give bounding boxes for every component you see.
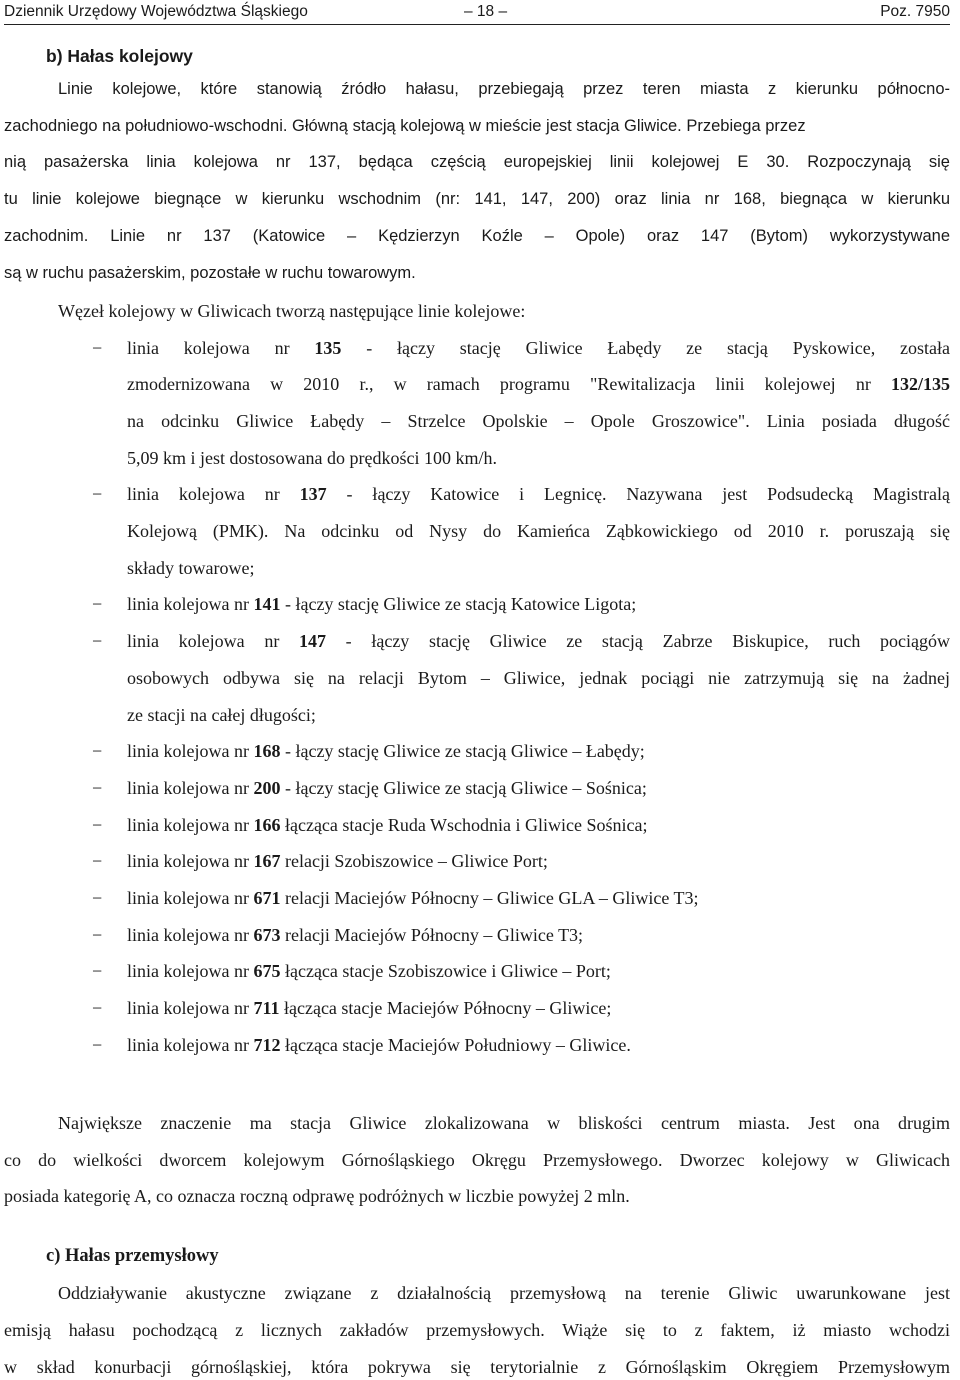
- line-number: 132/135: [890, 374, 950, 394]
- list-item-line: na odcinku Gliwice Łabędy – Strzelce Opolskie – Opole Groszowice". Linia posiada długość: [127, 411, 950, 431]
- line-number: 137: [299, 484, 327, 504]
- section-c-line-3: w skład konurbacji górnośląskiej, która pokrywa się terytorialnie z Górnośląskim Okręgiem Przemysłowym: [4, 1357, 950, 1377]
- list-item-line: linia kolejowa nr 200 - łączy stację Gliwice ze stacją Gliwice – Sośnica;: [127, 778, 647, 798]
- para1-line-5: zachodnim. Linie nr 137 (Katowice – Kędzierzyn Koźle – Opole) oraz 147 (Bytom) wykorzystywane: [4, 227, 950, 245]
- list-bullet: −: [92, 998, 103, 1018]
- list-bullet: −: [92, 1035, 103, 1055]
- list-bullet: −: [92, 338, 103, 358]
- list-item-line: linia kolejowa nr 137 - łączy Katowice i Legnicę. Nazywana jest Podsudecką Magistralą: [127, 484, 950, 504]
- para2-line-1: Największe znaczenie ma stacja Gliwice zlokalizowana w bliskości centrum miasta. Jest ona drugim: [58, 1113, 950, 1133]
- line-number: 168: [253, 741, 281, 761]
- page-number: – 18 –: [464, 3, 508, 20]
- list-item-line: linia kolejowa nr 675 łącząca stacje Szobiszowice i Gliwice – Port;: [127, 961, 611, 981]
- list-item-line: Kolejową (PMK). Na odcinku od Nysy do Kamieńca Ząbkowickiego od 2010 r. poruszają się: [127, 521, 950, 541]
- line-number: 141: [253, 594, 281, 614]
- section-c-line-2: emisją hałasu pochodzącą z licznych zakładów przemysłowych. Wiąże się to z faktem, iż miasto wchodzi: [4, 1320, 950, 1340]
- list-item-line: 5,09 km i jest dostosowana do prędkości 100 km/h.: [127, 448, 497, 468]
- list-item-line: linia kolejowa nr 711 łącząca stacje Maciejów Północny – Gliwice;: [127, 998, 612, 1018]
- list-item-line: linia kolejowa nr 167 relacji Szobiszowice – Gliwice Port;: [127, 851, 548, 871]
- page-header: [4, 2, 950, 25]
- list-item-line: linia kolejowa nr 673 relacji Maciejów Północny – Gliwice T3;: [127, 925, 584, 945]
- line-number: 711: [253, 998, 280, 1018]
- journal-title: Dziennik Urzędowy Województwa Śląskiego: [4, 3, 308, 20]
- list-bullet: −: [92, 925, 103, 945]
- list-item-line: ze stacji na całej długości;: [127, 705, 316, 725]
- line-number: 673: [253, 925, 281, 945]
- list-bullet: −: [92, 741, 103, 761]
- line-number: 200: [253, 778, 281, 798]
- list-item-line: linia kolejowa nr 135 - łączy stację Gliwice Łabędy ze stacją Pyskowice, została: [127, 338, 951, 358]
- para1-line-1: Linie kolejowe, które stanowią źródło hałasu, przebiegają przez teren miasta z kierunku północno-: [58, 80, 950, 98]
- line-number: 675: [253, 961, 281, 981]
- list-item-line: linia kolejowa nr 147 - łączy stację Gliwice ze stacją Zabrze Biskupice, ruch pociągów: [127, 631, 951, 651]
- para1-line-3: nią pasażerska linia kolejowa nr 137, będąca częścią europejskiej linii kolejowej E 30. Rozpoczynają się: [4, 153, 950, 171]
- list-item-line: linia kolejowa nr 166 łącząca stacje Ruda Wschodnia i Gliwice Sośnica;: [127, 815, 648, 835]
- para1-line-4: tu linie kolejowe biegnące w kierunku wschodnim (nr: 141, 147, 200) oraz linia nr 168, biegnąca w kierunku: [4, 190, 950, 208]
- para1-line-2: zachodniego na południowo-wschodni. Główną stacją kolejową w mieście jest stacja Gliwice. Przebiega przez: [4, 117, 806, 135]
- list-bullet: −: [92, 631, 103, 651]
- section-c-line-1: Oddziaływanie akustyczne związane z działalnością przemysłową na terenie Gliwic uwarunkowane jest: [58, 1283, 950, 1303]
- list-bullet: −: [92, 778, 103, 798]
- line-number: 135: [314, 338, 342, 358]
- list-item-line: linia kolejowa nr 141 - łączy stację Gliwice ze stacją Katowice Ligota;: [127, 594, 637, 614]
- para2-line-2: co do wielkości dworcem kolejowym Górnośląskiego Okręgu Przemysłowego. Dworzec kolejowy w Gliwicach: [4, 1150, 950, 1170]
- line-number: 147: [299, 631, 326, 651]
- list-item-line: linia kolejowa nr 671 relacji Maciejów Północny – Gliwice GLA – Gliwice T3;: [127, 888, 699, 908]
- para1-line-6: są w ruchu pasażerskim, pozostałe w ruchu towarowym.: [4, 264, 416, 282]
- position-number: Poz. 7950: [880, 3, 950, 20]
- list-item-line: zmodernizowana w 2010 r., w ramach programu "Rewitalizacja linii kolejowej nr 132/135: [127, 374, 950, 394]
- line-number: 671: [253, 888, 281, 908]
- section-b-heading: b) Hałas kolejowy: [46, 46, 193, 66]
- line-number: 712: [253, 1035, 281, 1055]
- list-bullet: −: [92, 815, 103, 835]
- section-c-heading: c) Hałas przemysłowy: [46, 1246, 219, 1266]
- list-bullet: −: [92, 888, 103, 908]
- list-item-line: osobowych odbywa się na relacji Bytom – Gliwice, jednak pociągi nie zatrzymują się na żadnej: [127, 668, 950, 688]
- list-item-line: linia kolejowa nr 712 łącząca stacje Maciejów Południowy – Gliwice.: [127, 1035, 631, 1055]
- railway-list-intro: Węzeł kolejowy w Gliwicach tworzą następujące linie kolejowe:: [58, 301, 526, 321]
- list-item-line: linia kolejowa nr 168 - łączy stację Gliwice ze stacją Gliwice – Łabędy;: [127, 741, 645, 761]
- list-item-line: składy towarowe;: [127, 558, 255, 578]
- line-number: 167: [253, 851, 281, 871]
- line-number: 166: [253, 815, 281, 835]
- list-bullet: −: [92, 594, 103, 614]
- list-bullet: −: [92, 961, 103, 981]
- list-bullet: −: [92, 851, 103, 871]
- list-bullet: −: [92, 484, 103, 504]
- para2-line-3: posiada kategorię A, co oznacza roczną odprawę podróżnych w liczbie powyżej 2 mln.: [4, 1186, 630, 1206]
